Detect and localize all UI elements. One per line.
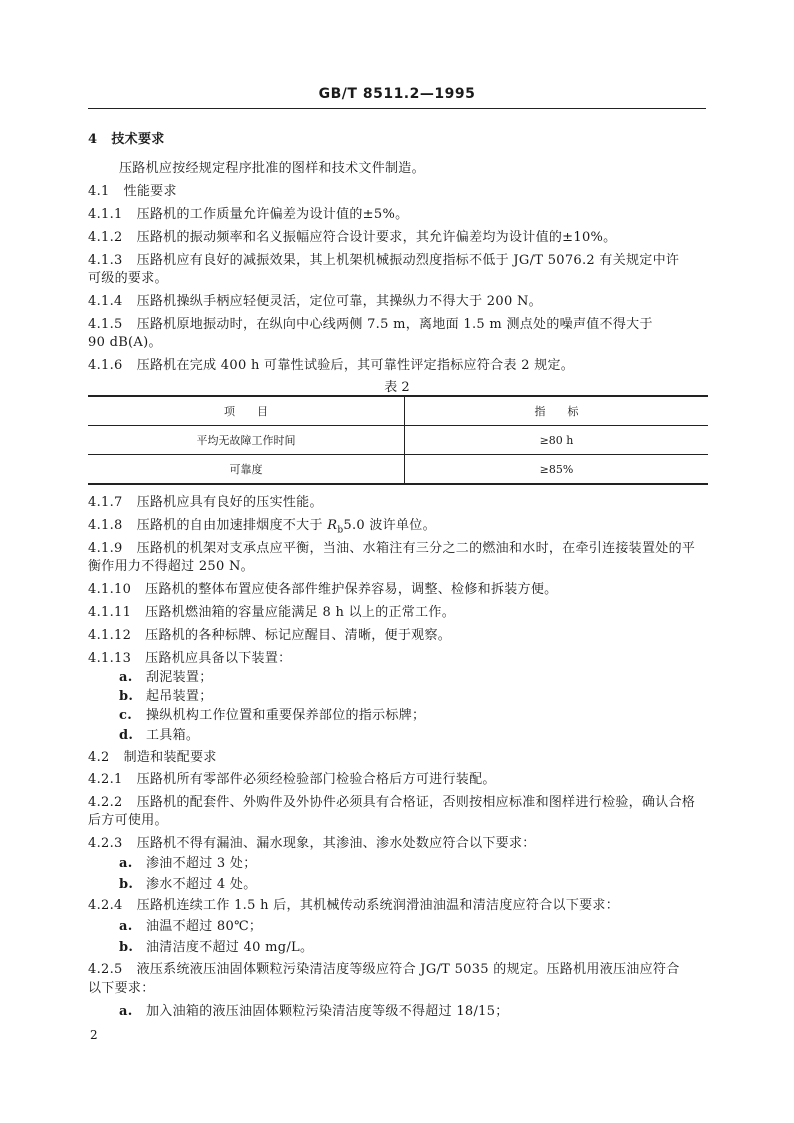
list-item <box>119 855 739 872</box>
list-item-text: 油清洁度不超过 40 mg/L。 <box>146 940 314 955</box>
section-4-heading <box>88 131 708 148</box>
list-item-label: a. <box>119 919 133 934</box>
table-row <box>88 455 708 485</box>
clause-number: 4.2.4 <box>88 898 123 913</box>
clause-number: 4.1.12 <box>88 628 132 643</box>
clause-4-1-12 <box>88 627 708 644</box>
list-item-text: 工具箱。 <box>146 728 200 743</box>
clause-4-1-3-continuation: 可级的要求。 <box>88 271 168 286</box>
clause-text: 压路机燃油箱的容量应能满足 8 h 以上的正常工作。 <box>145 605 455 620</box>
list-item <box>119 918 739 935</box>
list-item-label: d. <box>119 728 134 743</box>
clause-text: 压路机应具备以下装置： <box>145 651 292 666</box>
list-item <box>119 669 739 686</box>
clause-number: 4.1.1 <box>88 207 123 222</box>
smoke-symbol-subscript: b <box>337 525 344 536</box>
clause-4-1-11 <box>88 604 708 621</box>
clause-text: 压路机原地振动时，在纵向中心线两侧 7.5 m，离地面 1.5 m 测点处的噪声值不得大于 <box>136 317 653 332</box>
clause-4-2-4 <box>88 897 708 914</box>
clause-number: 4.1.7 <box>88 495 123 510</box>
list-item-label: a. <box>119 1004 133 1019</box>
clause-number: 4.1.11 <box>88 605 132 620</box>
clause-4-1-9-continuation: 衡作用力不得超过 250 N。 <box>88 559 254 574</box>
clause-text: 压路机的工作质量允许偏差为设计值的±5%。 <box>136 207 409 222</box>
list-item-label: b. <box>119 940 134 955</box>
clause-4-1-1 <box>88 206 708 223</box>
clause-4-2-2 <box>88 794 708 811</box>
list-item-label: a. <box>119 856 133 871</box>
clause-number: 4.2 <box>88 750 110 765</box>
table-cell: 平均无故障工作时间 <box>88 426 405 455</box>
list-item <box>119 939 739 956</box>
clause-4-1-3 <box>88 252 708 269</box>
clause-4-1-7 <box>88 494 708 511</box>
clause-text: 压路机的振动频率和名义振幅应符合设计要求，其允许偏差均为设计值的±10%。 <box>136 230 617 245</box>
list-item <box>119 876 739 893</box>
clause-4-1-4 <box>88 293 708 310</box>
list-item-text: 加入油箱的液压油固体颗粒污染清洁度等级不得超过 18/15； <box>146 1004 509 1019</box>
clause-4-1-9 <box>88 540 708 557</box>
clause-text: 压路机连续工作 1.5 h 后，其机械传动系统润滑油油温和清洁度应符合以下要求： <box>136 898 620 913</box>
list-item-text: 起吊装置； <box>146 689 213 704</box>
clause-4-1-13 <box>88 650 708 667</box>
clause-number: 4.1.13 <box>88 651 132 666</box>
clause-text: 制造和装配要求 <box>123 750 217 765</box>
list-item <box>119 707 739 724</box>
clause-4-1-5 <box>88 316 708 333</box>
page-number: 2 <box>90 1028 98 1042</box>
clause-number: 4.1.10 <box>88 582 132 597</box>
list-item-text: 刮泥装置； <box>146 670 213 685</box>
clause-number: 4.1.9 <box>88 541 123 556</box>
table-2 <box>88 395 708 485</box>
clause-text: 压路机的配套件、外购件及外协件必须具有合格证，否则按相应标准和图样进行检验，确认合格 <box>136 795 696 810</box>
clause-number: 4.2.3 <box>88 836 123 851</box>
section-title: 技术要求 <box>111 132 165 147</box>
clause-number: 4.1.6 <box>88 358 123 373</box>
clause-text: 液压系统液压油固体颗粒污染清洁度等级应符合 JG/T 5035 的规定。压路机用液压油应符合 <box>136 962 680 977</box>
list-item-text: 渗油不超过 3 处； <box>146 856 257 871</box>
standard-code-header: GB/T 8511.2—1995 <box>318 86 476 102</box>
clause-text: 压路机操纵手柄应轻便灵活，定位可靠，其操纵力不得大于 200 N。 <box>136 294 542 309</box>
column-header-indicator: 指 标 <box>405 396 709 426</box>
table-cell: ≥85% <box>405 455 709 485</box>
clause-text: 压路机的自由加速排烟度不大于 <box>136 518 328 533</box>
clause-text: 性能要求 <box>123 184 177 199</box>
clause-text: 压路机应有良好的减振效果，其上机架机械振动烈度指标不低于 JG/T 5076.2 有关规定中许 <box>136 253 680 268</box>
list-item <box>119 1003 739 1020</box>
clause-number: 4.1.4 <box>88 294 123 309</box>
list-item <box>119 727 739 744</box>
clause-number: 4.1 <box>88 184 110 199</box>
clause-text: 压路机不得有漏油、漏水现象，其渗油、渗水处数应符合以下要求： <box>136 836 536 851</box>
clause-4-2-3 <box>88 835 708 852</box>
smoke-symbol: R <box>327 518 338 533</box>
table-cell: 可靠度 <box>88 455 405 485</box>
list-item-label: c. <box>119 708 133 723</box>
table-2-caption: 表 2 <box>384 380 410 395</box>
clause-number: 4.1.8 <box>88 518 123 533</box>
subsection-4-1 <box>88 183 708 200</box>
clause-text: 压路机的机架对支承点应平衡，当油、水箱注有三分之二的燃油和水时，在牵引连接装置处的平 <box>136 541 696 556</box>
header-rule <box>88 108 706 109</box>
list-item-label: b. <box>119 877 134 892</box>
clause-4-1-10 <box>88 581 708 598</box>
clause-4-1-8 <box>88 517 708 540</box>
table-header-row <box>88 396 708 426</box>
clause-4-2-5-continuation: 以下要求： <box>88 981 155 996</box>
clause-4-2-5 <box>88 961 708 978</box>
clause-4-2-2-continuation: 后方可使用。 <box>88 813 168 828</box>
section-number: 4 <box>88 132 98 147</box>
subsection-4-2 <box>88 749 708 766</box>
clause-4-2-1 <box>88 771 708 788</box>
list-item-text: 渗水不超过 4 处。 <box>146 877 257 892</box>
clause-4-1-6 <box>88 357 708 374</box>
clause-text: 压路机在完成 400 h 可靠性试验后，其可靠性评定指标应符合表 2 规定。 <box>136 358 575 373</box>
clause-text: 压路机所有零部件必须经检验部门检验合格后方可进行装配。 <box>136 772 496 787</box>
list-item-label: a. <box>119 670 133 685</box>
clause-number: 4.1.3 <box>88 253 123 268</box>
list-item-text: 操纵机构工作位置和重要保养部位的指示标牌； <box>146 708 426 723</box>
list-item-label: b. <box>119 689 134 704</box>
column-header-item: 项 目 <box>88 396 405 426</box>
clause-4-1-2 <box>88 229 708 246</box>
clause-4-1-5-continuation: 90 dB(A)。 <box>88 335 162 350</box>
clause-text: 压路机应具有良好的压实性能。 <box>136 495 323 510</box>
clause-text: 压路机的各种标牌、标记应醒目、清晰，便于观察。 <box>145 628 452 643</box>
table-row <box>88 426 708 455</box>
table-cell: ≥80 h <box>405 426 709 455</box>
clause-number: 4.2.5 <box>88 962 123 977</box>
clause-number: 4.2.1 <box>88 772 123 787</box>
list-item-text: 油温不超过 80℃； <box>146 919 263 934</box>
clause-text: 压路机的整体布置应使各部件维护保养容易，调整、检修和拆装方便。 <box>145 582 558 597</box>
clause-text-after: 5.0 波许单位。 <box>343 518 436 533</box>
clause-number: 4.2.2 <box>88 795 123 810</box>
clause-number: 4.1.2 <box>88 230 123 245</box>
clause-number: 4.1.5 <box>88 317 123 332</box>
section-intro: 压路机应按经规定程序批准的图样和技术文件制造。 <box>119 161 425 176</box>
list-item <box>119 688 739 705</box>
